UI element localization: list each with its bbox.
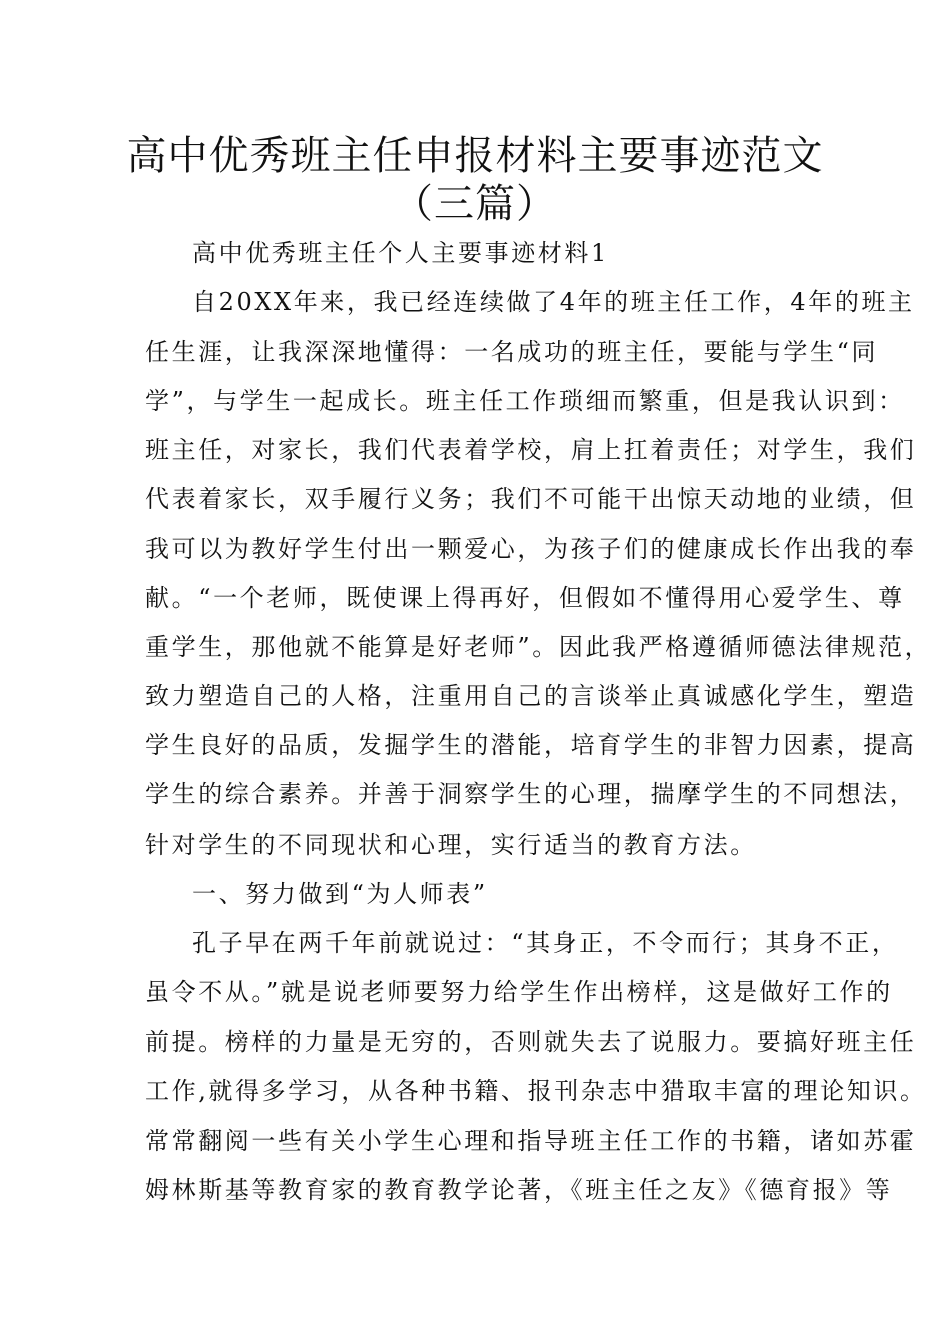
paragraph-1-line: 任生涯，让我深深地懂得：一名成功的班主任，要能与学生“同 bbox=[145, 338, 879, 366]
paragraph-1-line: 针对学生的不同现状和心理，实行适当的教育方法。 bbox=[145, 831, 757, 859]
paragraph-1-line: 我可以为教好学生付出一颗爱心，为孩子们的健康成长作出我的奉 bbox=[145, 535, 917, 563]
paragraph-1-line: 献。“一个老师，既使课上得再好，但假如不懂得用心爱学生、尊 bbox=[145, 584, 905, 612]
paragraph-2-line: 孔子早在两千年前就说过：“其身正，不令而行；其身不正， bbox=[192, 929, 899, 957]
paragraph-1-line: 自20XX年来，我已经连续做了4年的班主任工作，4年的班主 bbox=[192, 288, 915, 316]
section-heading: 一、努力做到“为人师表” bbox=[192, 880, 488, 908]
paragraph-2-line: 姆林斯基等教育家的教育教学论著，《班主任之友》《德育报》等 bbox=[145, 1176, 893, 1204]
paragraph-1-line: 班主任，对家长，我们代表着学校，肩上扛着责任；对学生，我们 bbox=[145, 436, 917, 464]
document-title-line-1: 高中优秀班主任申报材料主要事迹范文 bbox=[126, 133, 824, 179]
paragraph-2-line: 工作,就得多学习，从各种书籍、报刊杂志中猎取丰富的理论知识。 bbox=[145, 1077, 927, 1105]
paragraph-1-line: 学生的综合素养。并善于洞察学生的心理，揣摩学生的不同想法， bbox=[145, 780, 917, 808]
document-title-line-2: （三篇） bbox=[393, 181, 557, 227]
subtitle: 高中优秀班主任个人主要事迹材料1 bbox=[192, 239, 609, 267]
paragraph-1-line: 学生良好的品质，发掘学生的潜能，培育学生的非智力因素，提高 bbox=[145, 731, 917, 759]
paragraph-2-line: 虽令不从。”就是说老师要努力给学生作出榜样，这是做好工作的 bbox=[145, 978, 893, 1006]
paragraph-1-line: 重学生，那他就不能算是好老师”。因此我严格遵循师德法律规范， bbox=[145, 633, 932, 661]
paragraph-2-line: 常常翻阅一些有关小学生心理和指导班主任工作的书籍，诸如苏霍 bbox=[145, 1127, 917, 1155]
paragraph-1-line: 致力塑造自己的人格，注重用自己的言谈举止真诚感化学生，塑造 bbox=[145, 682, 917, 710]
paragraph-1-line: 学”，与学生一起成长。班主任工作琐细而繁重，但是我认识到： bbox=[145, 387, 905, 415]
paragraph-2-line: 前提。榜样的力量是无穷的，否则就失去了说服力。要搞好班主任 bbox=[145, 1028, 917, 1056]
paragraph-1-line: 代表着家长，双手履行义务；我们不可能干出惊天动地的业绩，但 bbox=[145, 485, 917, 513]
